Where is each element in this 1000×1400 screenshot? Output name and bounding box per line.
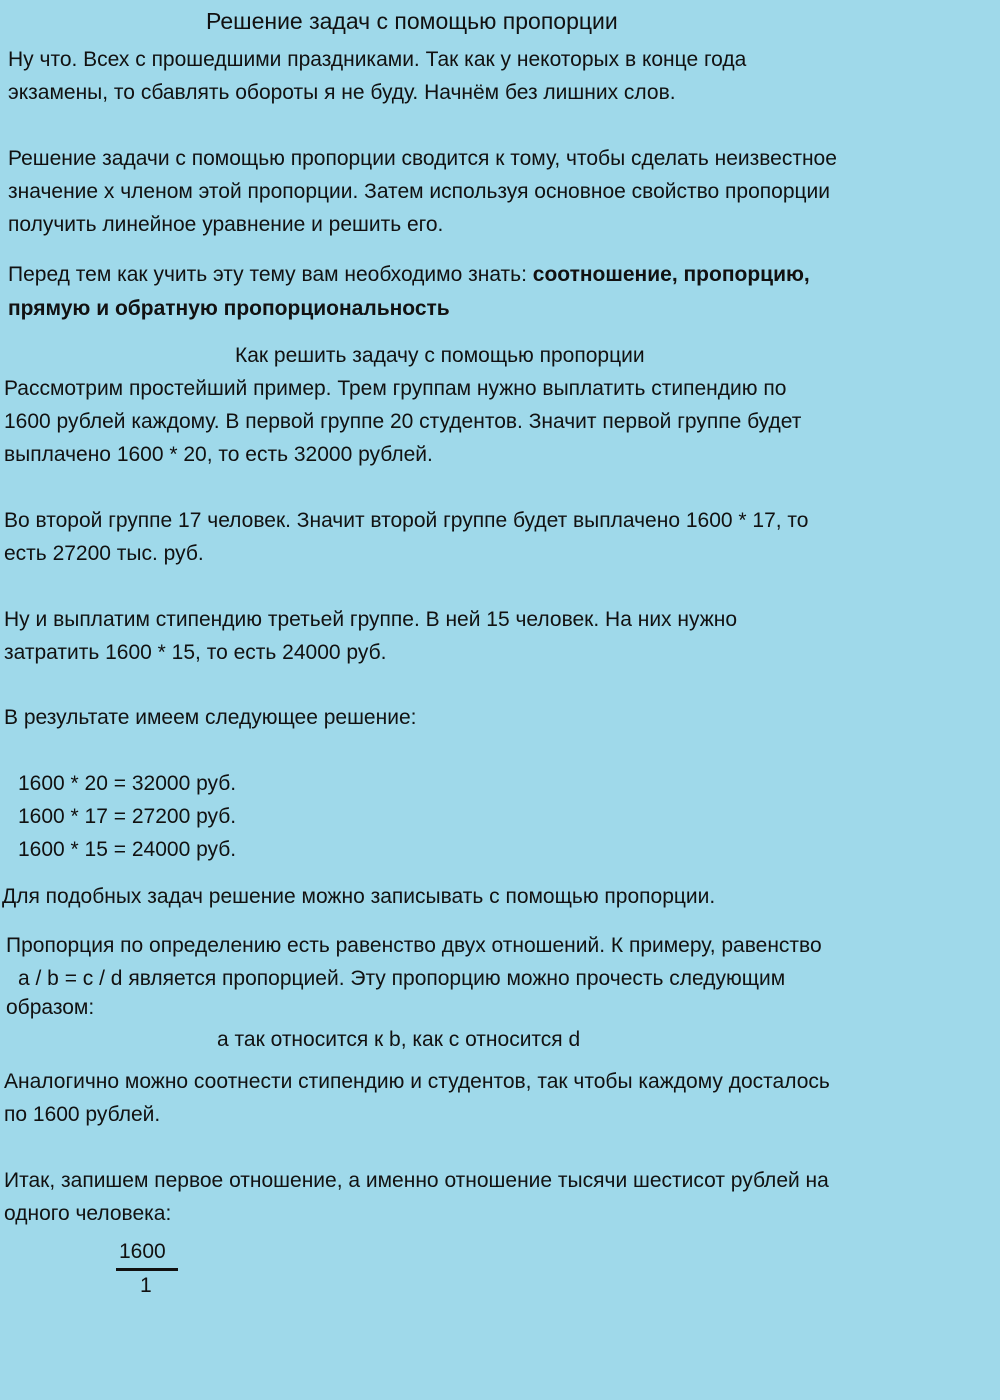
- third-group-line: Ну и выплатим стипендию третьей группе. В ней 15 человек. На них нужно: [4, 608, 738, 631]
- proportion-line: Пропорция по определению есть равенство двух отношений. К примеру, равенство: [6, 934, 822, 957]
- definition-line: Решение задачи с помощью пропорции сводится к тому, чтобы сделать неизвестное: [8, 147, 837, 170]
- analog-line: по 1600 рублей.: [4, 1103, 161, 1126]
- first-ratio-line: одного человека:: [4, 1202, 172, 1225]
- intro-line: Ну что. Всех с прошедшими праздниками. Так как у некоторых в конце года: [8, 48, 747, 71]
- result-intro: В результате имеем следующее решение:: [4, 706, 417, 729]
- second-group-line: Во второй группе 17 человек. Значит второй группе будет выплачено 1600 * 17, то: [4, 509, 809, 532]
- definition-line: значение x членом этой пропорции. Затем используя основное свойство пропорции: [8, 180, 831, 203]
- equation: 1600 * 17 = 27200 руб.: [18, 805, 237, 828]
- equation: 1600 * 15 = 24000 руб.: [18, 838, 237, 861]
- example-line: 1600 рублей каждому. В первой группе 20 студентов. Значит первой группе будет: [4, 410, 802, 433]
- analog-line: Аналогично можно соотнести стипендию и студентов, так чтобы каждому досталось: [4, 1070, 830, 1093]
- definition-line: получить линейное уравнение и решить его.: [8, 213, 444, 236]
- example-line: Рассмотрим простейший пример. Трем группам нужно выплатить стипендию по: [4, 377, 787, 400]
- proportion-text: является пропорцией. Эту пропорцию можно прочесть следующим: [122, 967, 786, 990]
- fraction-bar: [116, 1268, 178, 1271]
- equation: 1600 * 20 = 32000 руб.: [18, 772, 237, 795]
- fraction-denominator: 1: [140, 1274, 152, 1297]
- proportion-formula: a / b = c / d: [18, 967, 123, 990]
- proportion-reading: a так относится к b, как c относится d: [217, 1028, 581, 1051]
- intro-line: экзамены, то сбавлять обороты я не буду. Начнём без лишних слов.: [8, 81, 676, 104]
- prereq-link-ratio: соотношение, пропорцию,: [532, 263, 810, 286]
- prereq-line: [8, 296, 450, 322]
- similar-line: Для подобных задач решение можно записывать с помощью пропорции.: [2, 885, 716, 908]
- page-title: Решение задач с помощью пропорции: [206, 8, 618, 34]
- proportion-line: [18, 966, 785, 992]
- prereq-link-proportionality: прямую и обратную пропорциональность: [8, 297, 450, 320]
- prereq-text: Перед тем как учить эту тему вам необходимо знать:: [8, 263, 533, 286]
- proportion-line: образом:: [6, 996, 95, 1019]
- third-group-line: затратить 1600 * 15, то есть 24000 руб.: [4, 641, 387, 664]
- section-subtitle: Как решить задачу с помощью пропорции: [235, 344, 645, 367]
- fraction-numerator: 1600: [119, 1240, 166, 1263]
- first-ratio-line: Итак, запишем первое отношение, а именно отношение тысячи шестисот рублей на: [4, 1169, 829, 1192]
- second-group-line: есть 27200 тыс. руб.: [4, 542, 204, 565]
- prereq-line: [8, 262, 810, 288]
- example-line: выплачено 1600 * 20, то есть 32000 рублей.: [4, 443, 433, 466]
